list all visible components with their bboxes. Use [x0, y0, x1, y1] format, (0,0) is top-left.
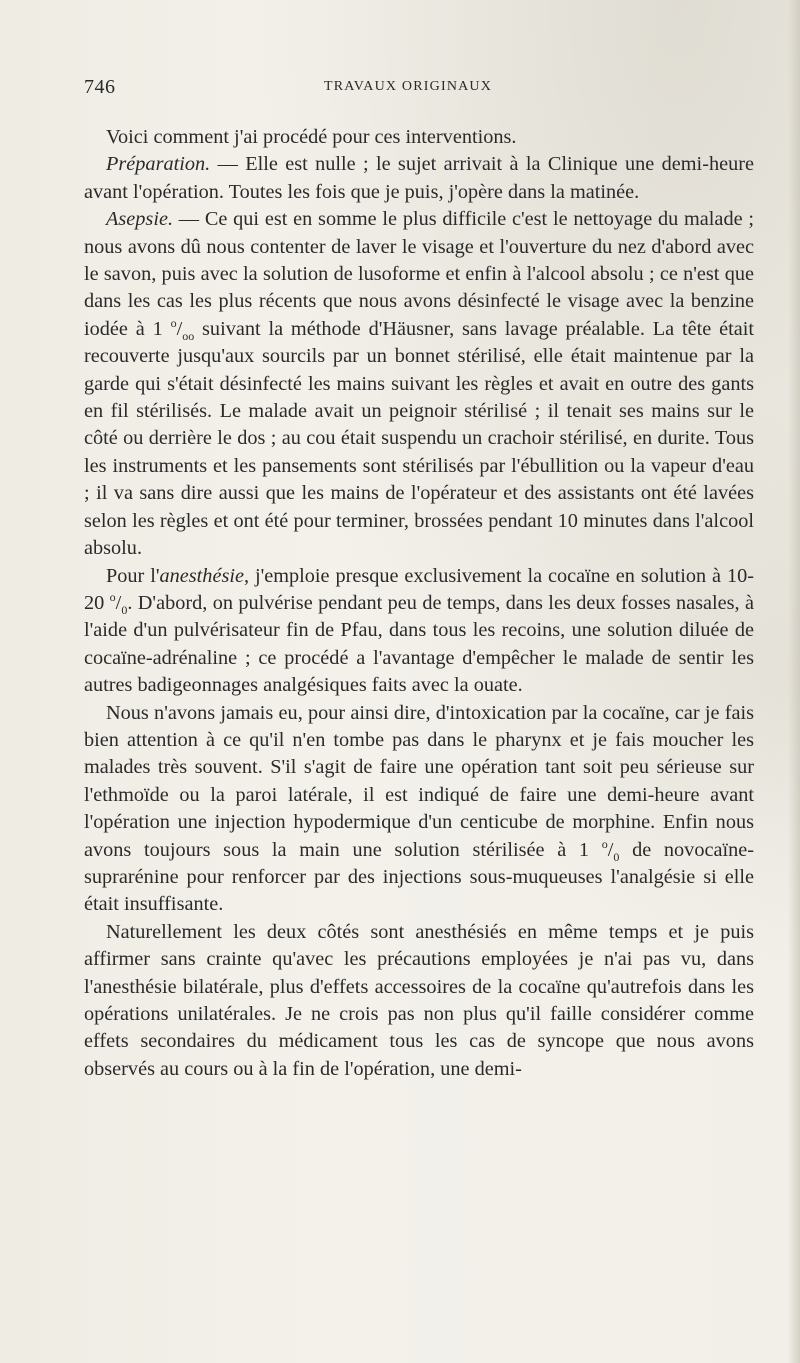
- section-heading-anesthesie: anesthésie: [159, 564, 244, 587]
- page-header: [84, 76, 754, 102]
- paragraph-anesthesie: [84, 563, 754, 700]
- paragraph-preparation: [84, 151, 754, 206]
- page-edge-shadow: [788, 0, 800, 1363]
- section-heading-asepsie: Asepsie.: [106, 208, 174, 231]
- paragraph-text: Nous n'avons jamais eu, pour ainsi dire, d'intoxication par la cocaïne, car je fais bien attention à ce qu'il n'en tombe pas dans le pharynx et je fais moucher les malades très souvent. S'il s'agit de faire une opération tant soit peu sérieuse sur l'ethmoïde ou la paroi latérale, il est indiqué de faire une demi-heure avant l'opération une injection hypodermique d'un centicube de morphine. Enfin nous avons toujours sous la main une solution stérilisée à 1: [84, 701, 754, 861]
- per-mille-slash: /: [176, 317, 183, 340]
- percent-slash: /: [607, 838, 614, 861]
- running-head: TRAVAUX ORIGINAUX: [324, 79, 493, 94]
- per-mille-sub: oo: [182, 328, 195, 343]
- paragraph-text: Voici comment j'ai procédé pour ces interventions.: [106, 126, 517, 148]
- paragraph-text-continued: de novocaïne-suprarénine pour renforcer par des injections sous-muqueuses l'analgésie si elle était insuffisante.: [84, 838, 754, 916]
- paragraph-text-continued: suivant la méthode d'Häusner, sans lavage préalable. La tête était recouverte jusqu'aux sourcils par un bonnet stérilisé, elle était maintenue par la garde qui s'était désinfecté les mains suivant les règles et avait en outre des gants en fil stérilisés. Le malade avait un peignoir stérilisé ; il tenait ses mains sur le côté ou derrière le dos ; au cou était suspendu un crachoir stérilisé, en durite. Tous les instruments et les pansements sont stérilisés par l'ébullition ou la vapeur d'eau ; il va sans dire aussi que les mains de l'opérateur et des assistants ont été lavées selon les règles et ont été pour terminer, brossées pendant 10 minutes dans l'alcool absolu.: [84, 317, 754, 560]
- percent-sub: 0: [121, 602, 128, 617]
- percent-sup: o: [109, 590, 116, 605]
- paragraph-text: — Ce qui est en somme le plus difficile c'est le nettoyage du malade ; nous avons dû nous contenter de laver le visage et l'ouverture du nez d'abord avec le savon, puis avec la solution de lusoforme et enfin à l'alcool absolu ; ce n'est que dans les cas les plus récents que nous avons désinfecté le visage avec la benzine iodée à 1: [84, 208, 754, 340]
- percent-sup: o: [601, 836, 608, 851]
- percent-sub: 0: [613, 849, 620, 864]
- paragraph-bilateral: [84, 919, 754, 1083]
- paragraph-intoxication: [84, 700, 754, 919]
- paragraph-text-continued: . D'abord, on pulvérise pendant peu de temps, dans les deux fosses nasales, à l'aide d'un pulvérisateur fin de Pfau, dans tous les recoins, une solution diluée de cocaïne-adrénaline ; ce procédé a l'avantage d'empêcher le malade de sentir les autres badigeonnages analgésiques faits avec la ouate.: [84, 591, 754, 697]
- paragraph-text: , j'emploie presque exclusivement la cocaïne en solution à 10-20: [84, 564, 754, 614]
- section-heading-preparation: Préparation.: [106, 153, 211, 176]
- page-number: 746: [84, 76, 116, 98]
- paragraph-text: — Elle est nulle ; le sujet arrivait à la Clinique une demi-heure avant l'opération. Toutes les fois que je puis, j'opère dans la matinée.: [84, 153, 754, 203]
- paragraph-intro: [84, 124, 754, 151]
- percent-slash: /: [115, 591, 122, 614]
- paragraph-prefix: Pour l': [106, 564, 160, 587]
- paragraph-asepsie: [84, 206, 754, 562]
- paragraph-text: Naturellement les deux côtés sont anesthésiés en même temps et je puis affirmer sans crainte qu'avec les précautions employées je n'ai pas vu, dans l'anesthésie bilatérale, plus d'effets accessoires de la cocaïne qu'autrefois dans les opérations unilatérales. Je ne crois pas non plus qu'il faille considérer comme effets secondaires du médicament tous les cas de syncope que nous avons observés au cours ou à la fin de l'opération, une demi-: [84, 920, 754, 1080]
- body-text: [84, 124, 754, 1083]
- per-mille-sup: o: [170, 316, 177, 331]
